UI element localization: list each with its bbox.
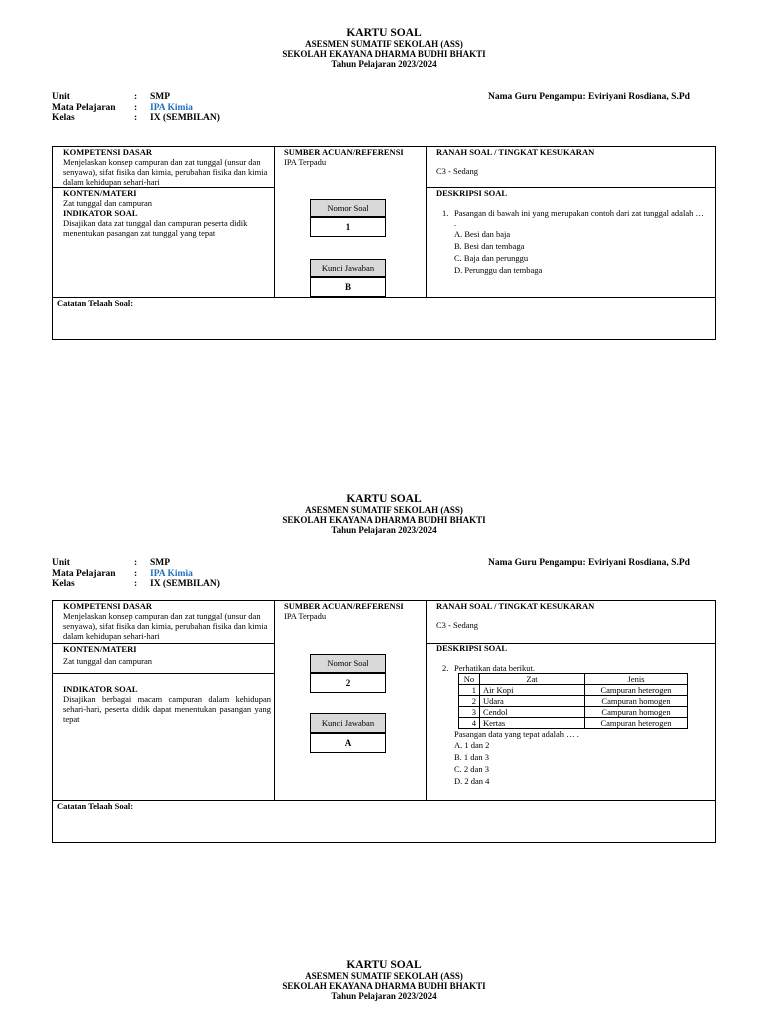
colon: : (134, 568, 138, 579)
indikator-label: INDIKATOR SOAL (63, 208, 138, 218)
deskripsi-label: DESKRIPSI SOAL (436, 188, 508, 198)
unit-value: SMP (150, 558, 171, 568)
options-list (454, 228, 704, 276)
table-row (459, 718, 688, 729)
question-text: Pasangan di bawah ini yang merupakan contoh dari zat tunggal adalah … . (454, 208, 704, 228)
kd-label: KOMPETENSI DASAR (63, 601, 153, 611)
info-block (52, 558, 220, 590)
table-row (459, 696, 688, 707)
option-a: A. Besi dan baja (454, 229, 511, 239)
table-cell: Campuran heterogen (585, 685, 688, 696)
card-title: KARTU SOAL (346, 27, 422, 39)
ranah-text: C3 - Sedang (436, 166, 479, 176)
kelas-value: IX (SEMBILAN) (150, 579, 220, 589)
option-b: B. Besi dan tembaga (454, 241, 525, 251)
kd-text: Menjelaskan konsep campuran dan zat tunggal (unsur dan senyawa), sifat fisika dan kimia, perubahan fisika dan kimia dalam kehidupan sehari-hari (63, 611, 268, 641)
ranah-text: C3 - Sedang (436, 620, 479, 630)
mapel-label: Mata Pelajaran (52, 102, 116, 113)
unit-value: SMP (150, 92, 171, 102)
kunci-jawaban-value: B (310, 277, 386, 297)
unit-label: Unit (52, 92, 70, 102)
colon: : (134, 558, 138, 568)
colon: : (134, 102, 138, 113)
table-header-jenis: Jenis (585, 674, 688, 685)
guru-pengampu: Nama Guru Pengampu: Eviriyani Rosdiana, S.Pd (488, 558, 690, 568)
nomor-soal-label: Nomor Soal (310, 654, 386, 673)
option-d: D. 2 dan 4 (454, 776, 490, 786)
table-cell: 1 (459, 685, 480, 696)
indikator-text: Disajikan berbagai macam campuran dalam kehidupan sehari-hari, peserta didik dapat menentukan pasangan yang tepat (63, 694, 271, 724)
option-a: A. 1 dan 2 (454, 740, 490, 750)
question-text: Perhatikan data berikut. (454, 663, 535, 673)
mapel-value: IPA Kimia (150, 568, 193, 579)
card-academic-year: Tahun Pelajaran 2023/2024 (331, 991, 437, 1001)
table-row (459, 685, 688, 696)
sumber-text: IPA Terpadu (284, 157, 327, 167)
deskripsi-label: DESKRIPSI SOAL (436, 643, 508, 653)
ranah-label: RANAH SOAL / TINGKAT KESUKARAN (436, 147, 595, 157)
info-block (52, 92, 220, 124)
table-header-no: No (459, 674, 480, 685)
options-list (454, 739, 712, 787)
soal-grid (52, 146, 716, 340)
indikator-text: Disajikan data zat tunggal dan campuran peserta didik menentukan pasangan zat tunggal yang tepat (63, 218, 248, 238)
table-cell: Air Kopi (480, 685, 585, 696)
konten-text: Zat tunggal dan campuran (63, 656, 152, 666)
card-header (0, 959, 768, 1001)
nomor-soal-label: Nomor Soal (310, 199, 386, 217)
colon: : (134, 579, 138, 589)
kd-label: KOMPETENSI DASAR (63, 147, 153, 157)
card-subtitle-ass: ASESMEN SUMATIF SEKOLAH (ASS) (305, 505, 463, 515)
data-table (458, 673, 688, 729)
colon: : (134, 92, 138, 102)
table-cell: 3 (459, 707, 480, 718)
card-academic-year: Tahun Pelajaran 2023/2024 (331, 525, 437, 535)
table-row (459, 707, 688, 718)
kelas-label: Kelas (52, 579, 75, 589)
kunci-jawaban-label: Kunci Jawaban (310, 713, 386, 733)
mapel-value: IPA Kimia (150, 102, 193, 113)
konten-text: Zat tunggal dan campuran (63, 198, 152, 208)
table-cell: Campuran homogen (585, 707, 688, 718)
question-number: 1. (442, 208, 449, 218)
question-after-text: Pasangan data yang tepat adalah … . (454, 729, 579, 739)
option-b: B. 1 dan 3 (454, 752, 489, 762)
sumber-label: SUMBER ACUAN/REFERENSI (284, 147, 404, 157)
mapel-label: Mata Pelajaran (52, 568, 116, 579)
card-school-name: SEKOLAH EKAYANA DHARMA BUDHI BHAKTI (282, 49, 486, 59)
ranah-label: RANAH SOAL / TINGKAT KESUKARAN (436, 601, 595, 611)
kd-text: Menjelaskan konsep campuran dan zat tunggal (unsur dan senyawa), sifat fisika dan kimia, perubahan fisika dan kimia dalam kehidupan sehari-hari (63, 157, 268, 187)
catatan-label: Catatan Telaah Soal: (57, 801, 134, 811)
card-header (0, 493, 768, 535)
option-d: D. Perunggu dan tembaga (454, 265, 543, 275)
kelas-value: IX (SEMBILAN) (150, 113, 220, 123)
table-cell: Campuran heterogen (585, 718, 688, 729)
konten-label: KONTEN/MATERI (63, 188, 137, 198)
nomor-soal-value: 2 (310, 673, 386, 693)
catatan-label: Catatan Telaah Soal: (57, 298, 134, 308)
card-title: KARTU SOAL (346, 959, 422, 971)
indikator-label: INDIKATOR SOAL (63, 684, 138, 694)
table-cell: Cendol (480, 707, 585, 718)
nomor-soal-value: 1 (310, 217, 386, 237)
guru-pengampu: Nama Guru Pengampu: Eviriyani Rosdiana, S.Pd (488, 92, 690, 102)
sumber-text: IPA Terpadu (284, 611, 327, 621)
card-header (0, 27, 768, 69)
table-header-zat: Zat (480, 674, 585, 685)
kunci-jawaban-value: A (310, 733, 386, 753)
kelas-label: Kelas (52, 113, 75, 123)
table-cell: Udara (480, 696, 585, 707)
card-school-name: SEKOLAH EKAYANA DHARMA BUDHI BHAKTI (282, 981, 486, 991)
konten-label: KONTEN/MATERI (63, 644, 137, 654)
option-c: C. 2 dan 3 (454, 764, 489, 774)
sumber-label: SUMBER ACUAN/REFERENSI (284, 601, 404, 611)
kunci-jawaban-label: Kunci Jawaban (310, 259, 386, 277)
option-c: C. Baja dan perunggu (454, 253, 529, 263)
card-subtitle-ass: ASESMEN SUMATIF SEKOLAH (ASS) (305, 971, 463, 981)
table-cell: Campuran homogen (585, 696, 688, 707)
soal-grid (52, 600, 716, 843)
colon: : (134, 113, 138, 123)
question-number: 2. (442, 663, 449, 673)
unit-label: Unit (52, 558, 70, 568)
table-cell: 2 (459, 696, 480, 707)
card-academic-year: Tahun Pelajaran 2023/2024 (331, 59, 437, 69)
card-subtitle-ass: ASESMEN SUMATIF SEKOLAH (ASS) (305, 39, 463, 49)
table-cell: Kertas (480, 718, 585, 729)
card-school-name: SEKOLAH EKAYANA DHARMA BUDHI BHAKTI (282, 515, 486, 525)
table-cell: 4 (459, 718, 480, 729)
card-title: KARTU SOAL (346, 493, 422, 505)
